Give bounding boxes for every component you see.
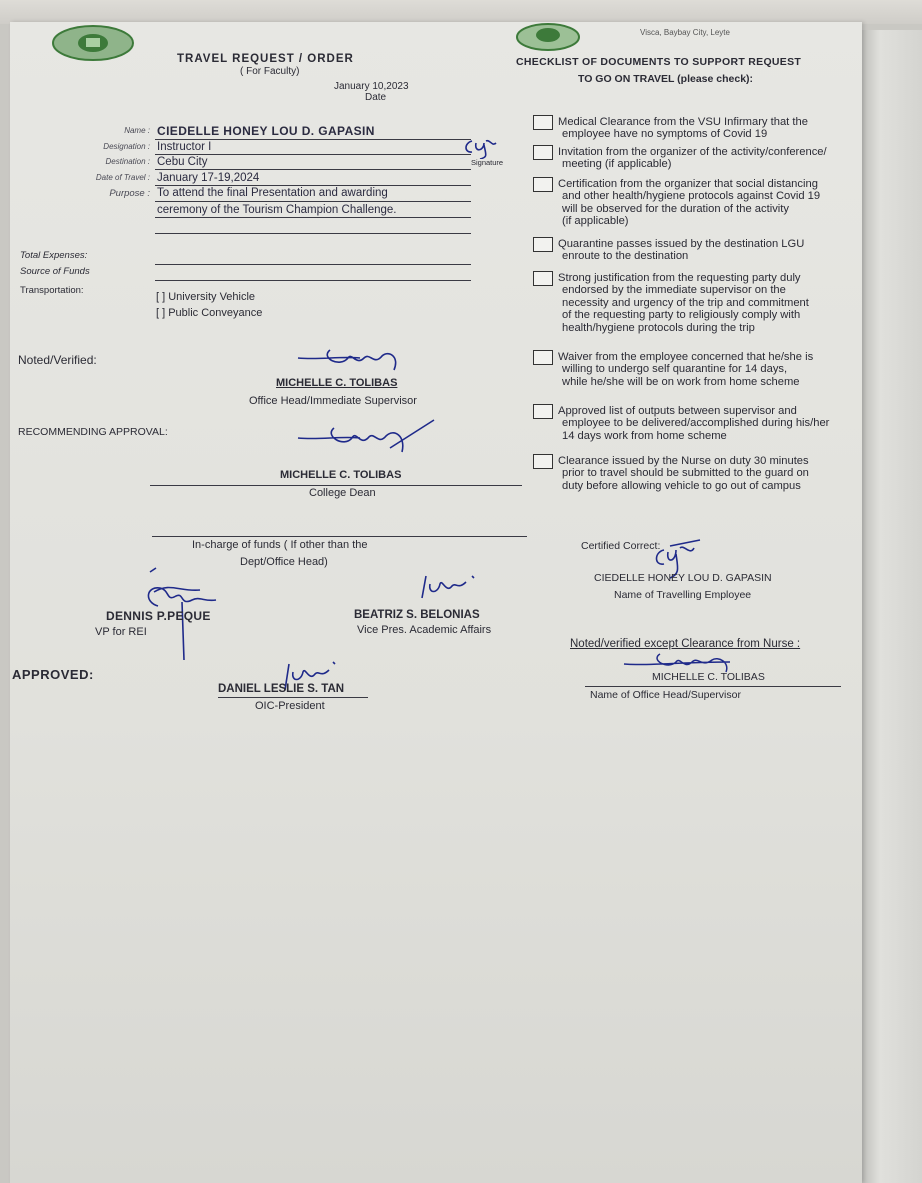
checklist-item-text: while he/she will be on work from home scheme — [562, 375, 800, 388]
designation-label: Designation : — [103, 142, 150, 151]
vpaa-signature — [412, 568, 482, 608]
purpose-rule-2 — [155, 217, 471, 218]
paper-top-strip — [0, 0, 922, 24]
checklist-item-text: employee have no symptoms of Covid 19 — [562, 128, 768, 141]
recommending-signature — [290, 418, 440, 462]
checklist-subtitle: TO GO ON TRAVEL (please check): — [578, 73, 754, 85]
date-of-travel-label: Date of Travel : — [95, 173, 150, 182]
purpose-line-2: ceremony of the Tourism Champion Challenge. — [157, 204, 397, 216]
recommending-title: College Dean — [309, 487, 376, 499]
supervisor-line — [585, 686, 841, 687]
signature-label: Signature — [471, 158, 504, 167]
checklist-checkbox[interactable] — [533, 115, 553, 130]
university-seal-right — [512, 22, 584, 56]
supervisor-title: Name of Office Head/Supervisor — [590, 689, 741, 701]
designation-value: Instructor I — [157, 141, 212, 153]
checklist-checkbox[interactable] — [533, 237, 553, 252]
transport-university-vehicle: [ ] University Vehicle — [156, 291, 256, 303]
stack-edge — [862, 30, 922, 1183]
checklist-item-text: duty before allowing vehicle to go out of campus — [562, 479, 801, 492]
checklist-checkbox[interactable] — [533, 271, 553, 286]
checklist-item-text: Strong justification from the requesting party duly — [558, 272, 801, 284]
transport-public-conveyance: [ ] Public Conveyance — [156, 307, 263, 319]
vpaa-title: Vice Pres. Academic Affairs — [357, 624, 492, 636]
president-line — [218, 697, 368, 698]
form-title: TRAVEL REQUEST / ORDER — [177, 53, 354, 65]
transportation-label: Transportation: — [20, 285, 84, 296]
noted-signature — [290, 344, 410, 378]
checklist-item-text: 14 days work from home scheme — [562, 429, 727, 442]
supervisor-name: MICHELLE C. TOLIBAS — [652, 671, 765, 683]
checklist-item-text: endorsed by the immediate supervisor on the — [562, 284, 786, 297]
checklist-item-text: Certification from the organizer that social distancing — [558, 178, 818, 190]
checklist-item-text: Medical Clearance from the VSU Infirmary that the — [558, 116, 808, 128]
employee-title: Name of Travelling Employee — [614, 589, 752, 601]
form-subtitle: ( For Faculty) — [240, 66, 300, 77]
checklist-item-text: will be observed for the duration of the activity — [562, 202, 789, 215]
university-seal-left — [46, 24, 141, 66]
checklist-checkbox[interactable] — [533, 454, 553, 469]
purpose-rule-1 — [155, 201, 471, 202]
checklist-checkbox[interactable] — [533, 404, 553, 419]
checklist-checkbox[interactable] — [533, 145, 553, 160]
checklist-item-text: Invitation from the organizer of the activity/conference/ — [558, 146, 827, 158]
recommending-approval-label: RECOMMENDING APPROVAL: — [18, 426, 168, 438]
approved-label: APPROVED: — [12, 667, 94, 682]
employee-name: CIEDELLE HONEY LOU D. GAPASIN — [594, 572, 772, 584]
checklist-item-text: health/hygiene protocols during the trip — [562, 321, 755, 334]
vpaa-name: BEATRIZ S. BELONIAS — [354, 609, 480, 621]
date-of-travel-value: January 17-19,2024 — [157, 172, 260, 184]
checklist-item-text: and other health/hygiene protocols against Covid 19 — [562, 190, 821, 203]
checklist-title: CHECKLIST OF DOCUMENTS TO SUPPORT REQUEST — [516, 56, 802, 68]
noted-except-label: Noted/verified except Clearance from Nurse : — [570, 638, 801, 650]
checklist-item-text: Approved list of outputs between supervisor and — [558, 405, 797, 417]
expenses-line — [155, 264, 471, 265]
noted-name: MICHELLE C. TOLIBAS — [276, 377, 398, 389]
checklist-checkbox[interactable] — [533, 177, 553, 192]
name-label: Name : — [124, 126, 150, 135]
funds-line — [155, 280, 471, 281]
purpose-rule-3 — [155, 233, 471, 234]
noted-verified-label: Noted/Verified: — [18, 353, 97, 367]
checklist-item-text: enroute to the destination — [562, 250, 689, 263]
checklist-item-text: Clearance issued by the Nurse on duty 30 minutes — [558, 455, 809, 467]
vp-rei-title: VP for REI — [95, 626, 147, 638]
checklist-item-text: employee to be delivered/accomplished during his/her — [562, 417, 830, 430]
request-date: January 10,2023 — [334, 81, 409, 92]
destination-label: Destination : — [105, 157, 150, 166]
purpose-label: Purpose : — [109, 188, 150, 199]
total-expenses-label: Total Expenses: — [20, 250, 88, 261]
checklist-item-text: Waiver from the employee concerned that he/she is — [558, 351, 814, 363]
designation-line — [155, 154, 471, 155]
checklist-item-text: prior to travel should be submitted to the guard on — [562, 467, 809, 480]
travel-date-line — [155, 185, 471, 186]
president-name: DANIEL LESLIE S. TAN — [218, 683, 345, 695]
purpose-line-1: To attend the final Presentation and awarding — [157, 187, 388, 199]
applicant-signature — [462, 137, 502, 159]
checklist-item-text: necessity and urgency of the trip and commitment — [562, 296, 809, 309]
recommending-name: MICHELLE C. TOLIBAS — [280, 469, 402, 481]
vp-rei-name: DENNIS P.PEQUE — [106, 609, 211, 623]
date-label: Date — [365, 92, 387, 103]
source-of-funds-label: Source of Funds — [20, 266, 90, 277]
checklist-checkbox[interactable] — [533, 350, 553, 365]
funds-signature-line — [152, 536, 527, 537]
checklist-item-text: Quarantine passes issued by the destination LGU — [558, 238, 805, 250]
funds-label-2: Dept/Office Head) — [240, 556, 328, 568]
checklist-item-text: (if applicable) — [562, 215, 629, 228]
header-location: Visca, Baybay City, Leyte — [640, 28, 730, 37]
name-line — [155, 139, 471, 140]
noted-title: Office Head/Immediate Supervisor — [249, 395, 417, 407]
checklist-item-text: of the requesting party to religiously comply with — [562, 309, 801, 322]
destination-line — [155, 169, 471, 170]
checklist-item-text: meeting (if applicable) — [562, 158, 672, 171]
certified-correct-label: Certified Correct: — [581, 540, 661, 552]
destination-value: Cebu City — [157, 156, 208, 168]
checklist-item-text: willing to undergo self quarantine for 14 days, — [562, 363, 788, 376]
recommending-line — [150, 485, 522, 486]
name-value: CIEDELLE HONEY LOU D. GAPASIN — [157, 124, 375, 138]
funds-label: In-charge of funds ( If other than the — [192, 539, 368, 551]
president-title: OIC-President — [255, 700, 325, 712]
